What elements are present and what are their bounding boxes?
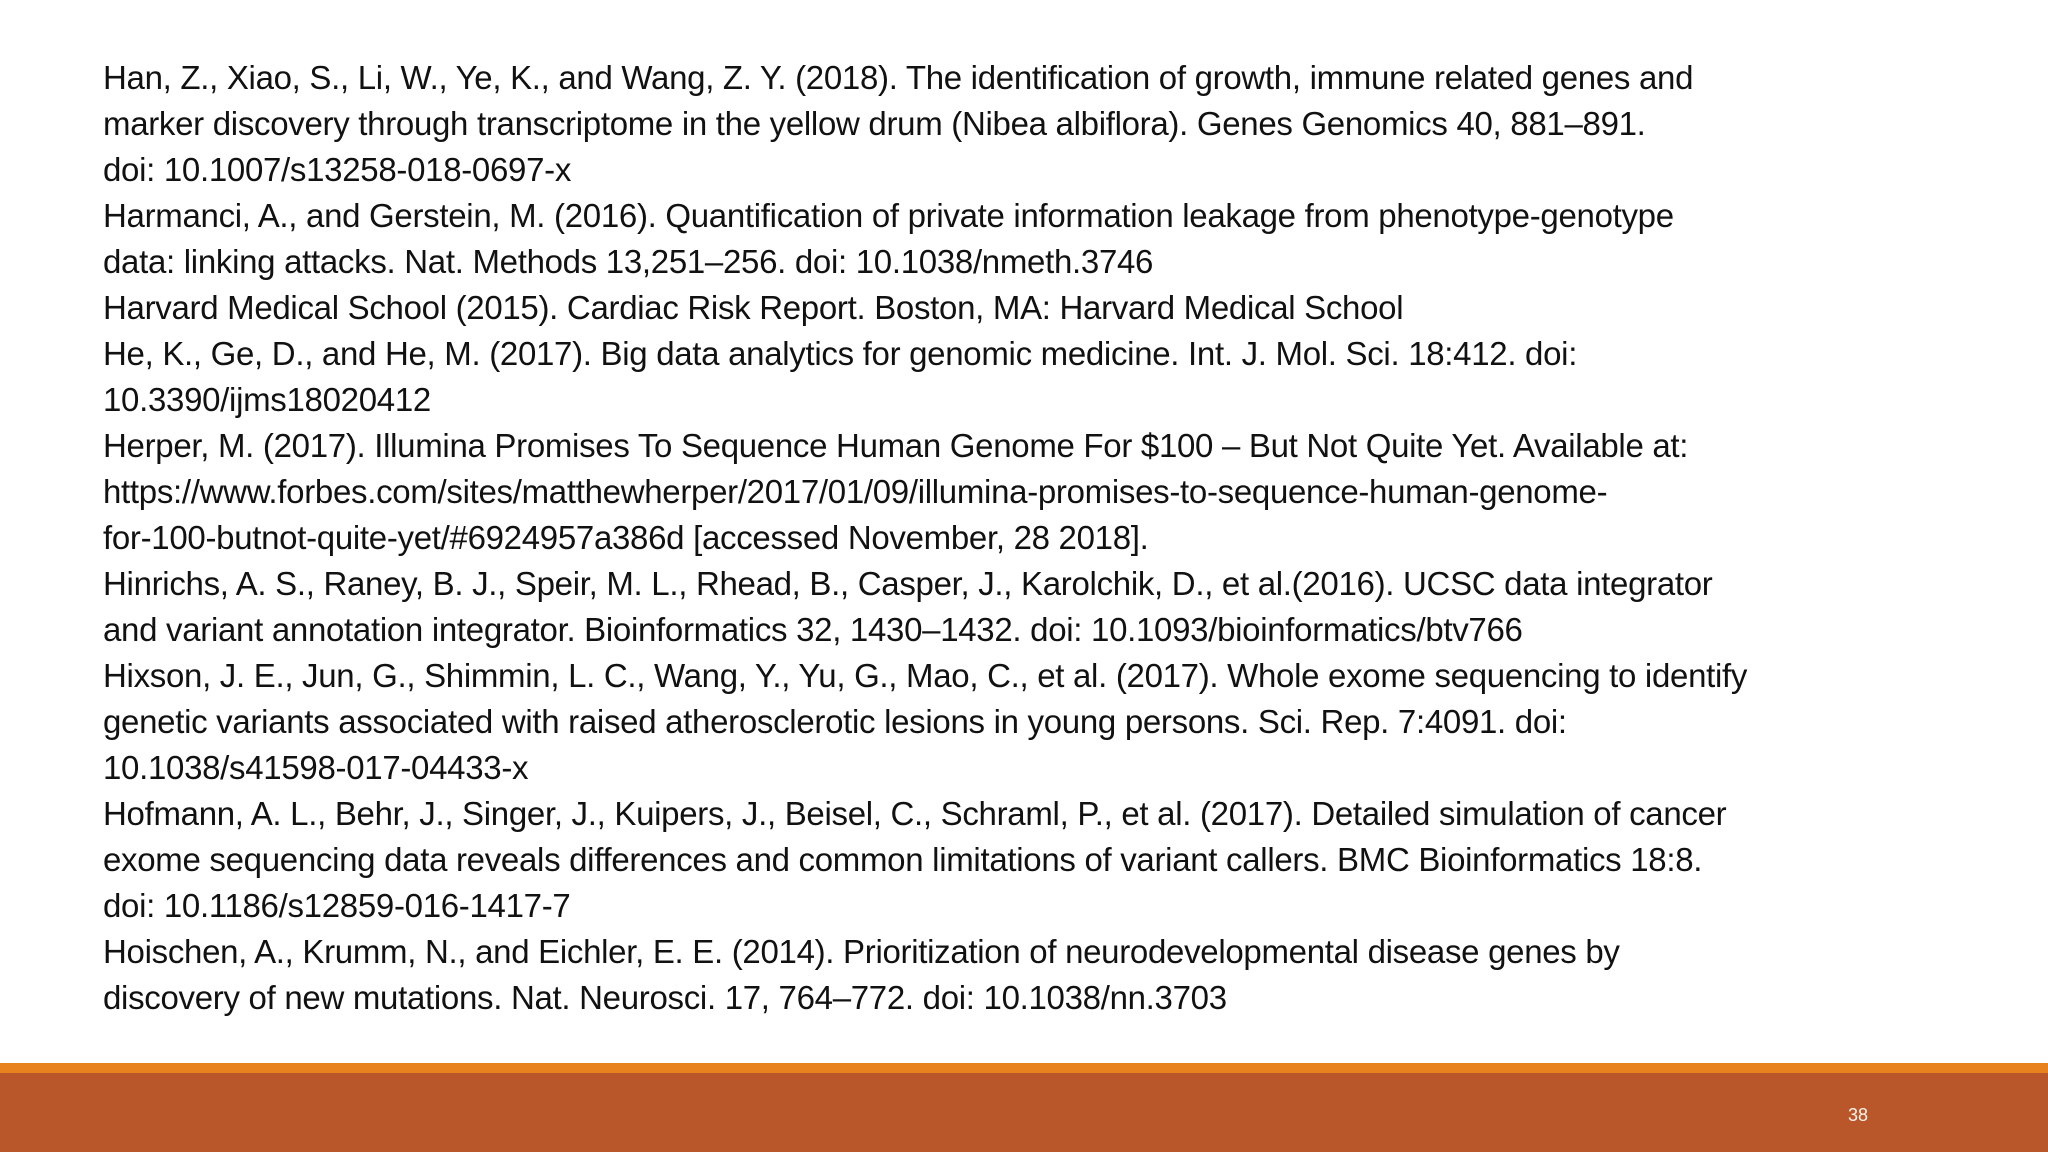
reference-line: 10.1038/s41598-017-04433-x [103, 749, 529, 786]
reference-line: He, K., Ge, D., and He, M. (2017). Big data analytics for genomic medicine. Int. J. Mol. Sci. 18:412. doi: [103, 335, 1578, 372]
footer-accent-bar [0, 1063, 2048, 1073]
reference-line: marker discovery through transcriptome in the yellow drum (Nibea albiflora). Genes Genomics 40, 881–891. [103, 105, 1646, 142]
reference-harmanci-2016 [103, 193, 1903, 285]
reference-he-2017 [103, 331, 1903, 423]
reference-line: and variant annotation integrator. Bioinformatics 32, 1430–1432. doi: 10.1093/bioinformatics/btv766 [103, 611, 1523, 648]
reference-hofmann-2017 [103, 791, 1903, 929]
reference-hinrichs-2016 [103, 561, 1903, 653]
reference-line: data: linking attacks. Nat. Methods 13,251–256. doi: 10.1038/nmeth.3746 [103, 243, 1154, 280]
reference-line: genetic variants associated with raised atherosclerotic lesions in young persons. Sci. Rep. 7:4091. doi: [103, 703, 1567, 740]
reference-line: doi: 10.1007/s13258-018-0697-x [103, 151, 572, 188]
reference-line: exome sequencing data reveals differences and common limitations of variant callers. BMC Bioinformatics 18:8. [103, 841, 1703, 878]
reference-line: Han, Z., Xiao, S., Li, W., Ye, K., and Wang, Z. Y. (2018). The identification of growth, immune related genes and [103, 59, 1694, 96]
reference-line: https://www.forbes.com/sites/matthewherper/2017/01/09/illumina-promises-to-sequence-human-genome- [103, 473, 1608, 510]
reference-line: Herper, M. (2017). Illumina Promises To Sequence Human Genome For $100 – But Not Quite Yet. Available at: [103, 427, 1689, 464]
reference-line: Harmanci, A., and Gerstein, M. (2016). Quantification of private information leakage from phenotype-genotype [103, 197, 1674, 234]
reference-line: Hofmann, A. L., Behr, J., Singer, J., Kuipers, J., Beisel, C., Schraml, P., et al. (2017). Detailed simulation of cancer [103, 795, 1727, 832]
reference-line: for-100-butnot-quite-yet/#6924957a386d [accessed November, 28 2018]. [103, 519, 1149, 556]
reference-han-2018 [103, 55, 1903, 193]
reference-line: discovery of new mutations. Nat. Neurosci. 17, 764–772. doi: 10.1038/nn.3703 [103, 979, 1227, 1016]
reference-line: 10.3390/ijms18020412 [103, 381, 431, 418]
reference-harvard-2015 [103, 285, 1903, 331]
reference-hixson-2017 [103, 653, 1903, 791]
page-number: 38 [1847, 1105, 1869, 1125]
reference-herper-2017 [103, 423, 1903, 561]
reference-line: Hixson, J. E., Jun, G., Shimmin, L. C., Wang, Y., Yu, G., Mao, C., et al. (2017). Whole exome sequencing to identify [103, 657, 1748, 694]
reference-list [103, 55, 1903, 1021]
reference-line: Harvard Medical School (2015). Cardiac Risk Report. Boston, MA: Harvard Medical School [103, 289, 1404, 326]
reference-line: Hoischen, A., Krumm, N., and Eichler, E. E. (2014). Prioritization of neurodevelopmental disease genes by [103, 933, 1620, 970]
reference-hoischen-2014 [103, 929, 1903, 1021]
reference-line: doi: 10.1186/s12859-016-1417-7 [103, 887, 571, 924]
footer-bar [0, 1073, 2048, 1152]
reference-line: Hinrichs, A. S., Raney, B. J., Speir, M. L., Rhead, B., Casper, J., Karolchik, D., et al.(2016). UCSC data integrator [103, 565, 1713, 602]
